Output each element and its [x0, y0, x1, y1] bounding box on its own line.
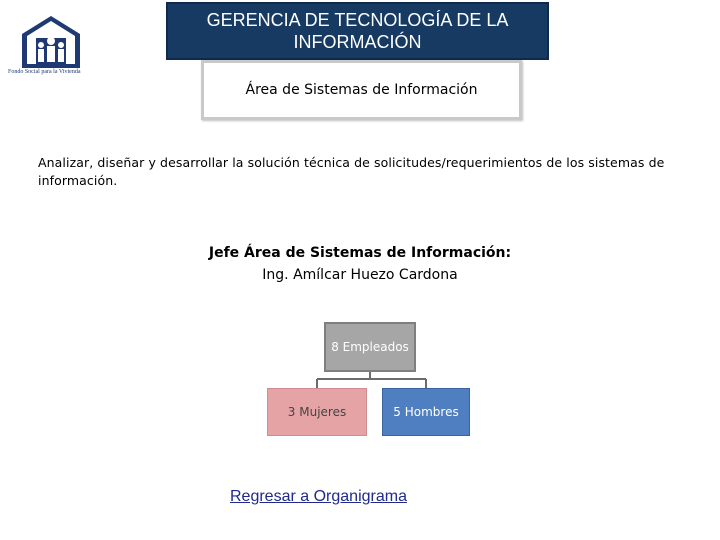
women-count-box: 3 Mujeres [267, 388, 367, 436]
logo-caption: Fondo Social para la Vivienda [8, 69, 81, 75]
head-role: Jefe Área de Sistemas de Información: [208, 245, 512, 261]
back-to-organigram-link[interactable]: Regresar a Organigrama [230, 488, 407, 505]
page-title: GERENCIA DE TECNOLOGÍA DE LA INFORMACIÓN [166, 2, 549, 60]
area-subtitle: Área de Sistemas de Información [201, 60, 522, 120]
employees-total-box: 8 Empleados [324, 322, 416, 372]
area-description: Analizar, diseñar y desarrollar la solución técnica de solicitudes/requerimientos de los sistemas de información. [38, 155, 665, 188]
men-count-box: 5 Hombres [382, 388, 470, 436]
head-name: Ing. Amílcar Huezo Cardona [262, 267, 458, 283]
